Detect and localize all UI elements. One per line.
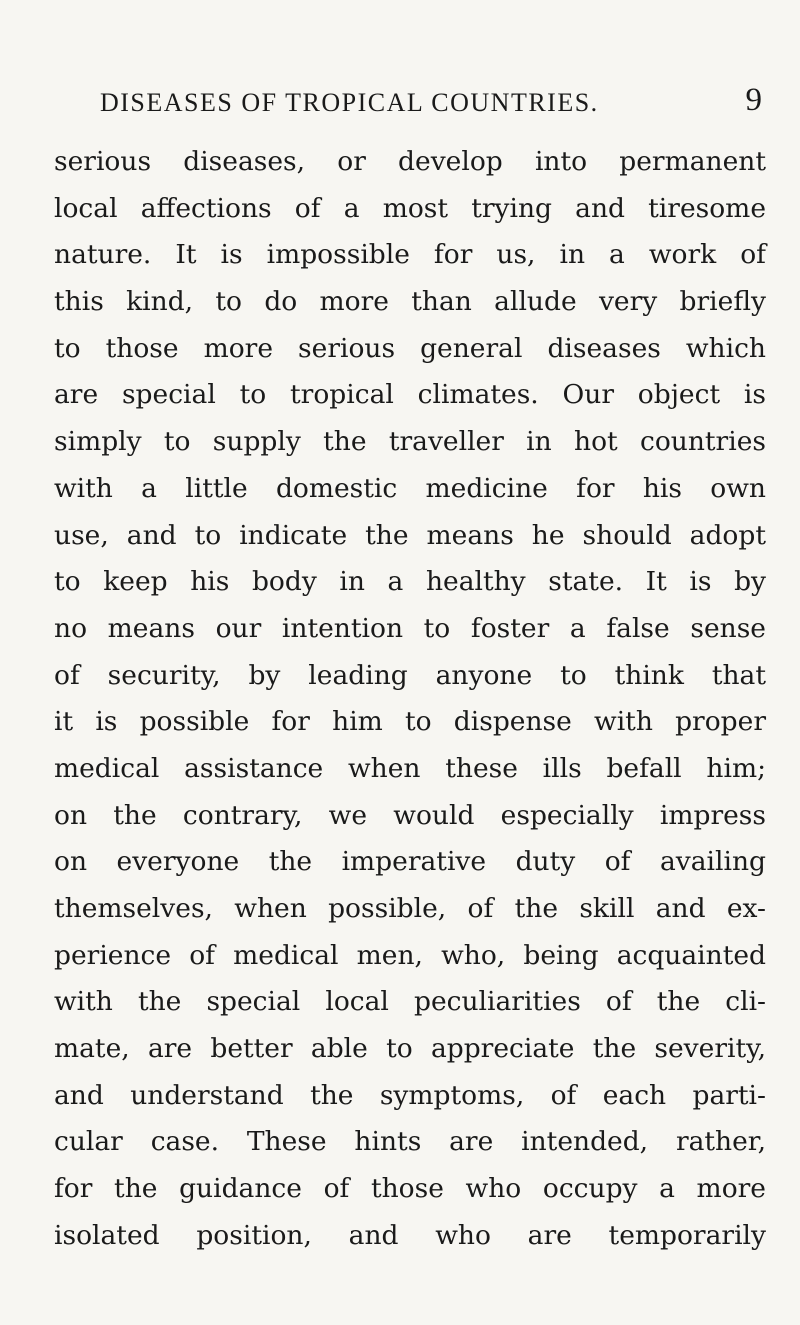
text-line: local affections of a most trying and tiresome <box>54 192 766 224</box>
text-line: medical assistance when these ills befall him; <box>54 752 766 784</box>
text-line: and understand the symptoms, of each parti- <box>54 1079 766 1111</box>
text-line: of security, by leading anyone to think that <box>54 659 766 691</box>
text-line: cular case. These hints are intended, rather, <box>54 1126 766 1158</box>
text-line: for the guidance of those who occupy a more <box>54 1173 766 1205</box>
text-line: with a little domestic medicine for his own <box>54 472 766 504</box>
text-line: this kind, to do more than allude very briefly <box>54 286 766 318</box>
text-line: no means our intention to foster a false sense <box>54 612 766 644</box>
page-number: 9 <box>745 82 762 118</box>
text-line: serious diseases, or develop into permanent <box>54 146 766 177</box>
text-line: use, and to indicate the means he should adopt <box>54 519 766 551</box>
text-line: mate, are better able to appreciate the severity, <box>54 1033 766 1065</box>
text-line: are special to tropical climates. Our object is <box>54 379 766 411</box>
text-line: simply to supply the traveller in hot countries <box>54 426 766 458</box>
running-head <box>100 82 762 126</box>
body-text <box>54 139 766 1260</box>
text-line: isolated position, and who are temporarily <box>54 1219 766 1251</box>
text-line: with the special local peculiarities of the cli- <box>54 986 766 1018</box>
text-line: to those more serious general diseases which <box>54 332 766 364</box>
text-line: nature. It is impossible for us, in a work of <box>54 239 766 271</box>
text-line: it is possible for him to dispense with proper <box>54 706 766 738</box>
text-line: themselves, when possible, of the skill and ex- <box>54 893 766 924</box>
running-title: DISEASES OF TROPICAL COUNTRIES. <box>100 88 599 117</box>
text-line: on the contrary, we would especially impress <box>54 799 766 831</box>
text-line: on everyone the imperative duty of availing <box>54 846 766 878</box>
text-line: to keep his body in a healthy state. It is by <box>54 566 766 598</box>
text-line: perience of medical men, who, being acquainted <box>54 939 766 971</box>
